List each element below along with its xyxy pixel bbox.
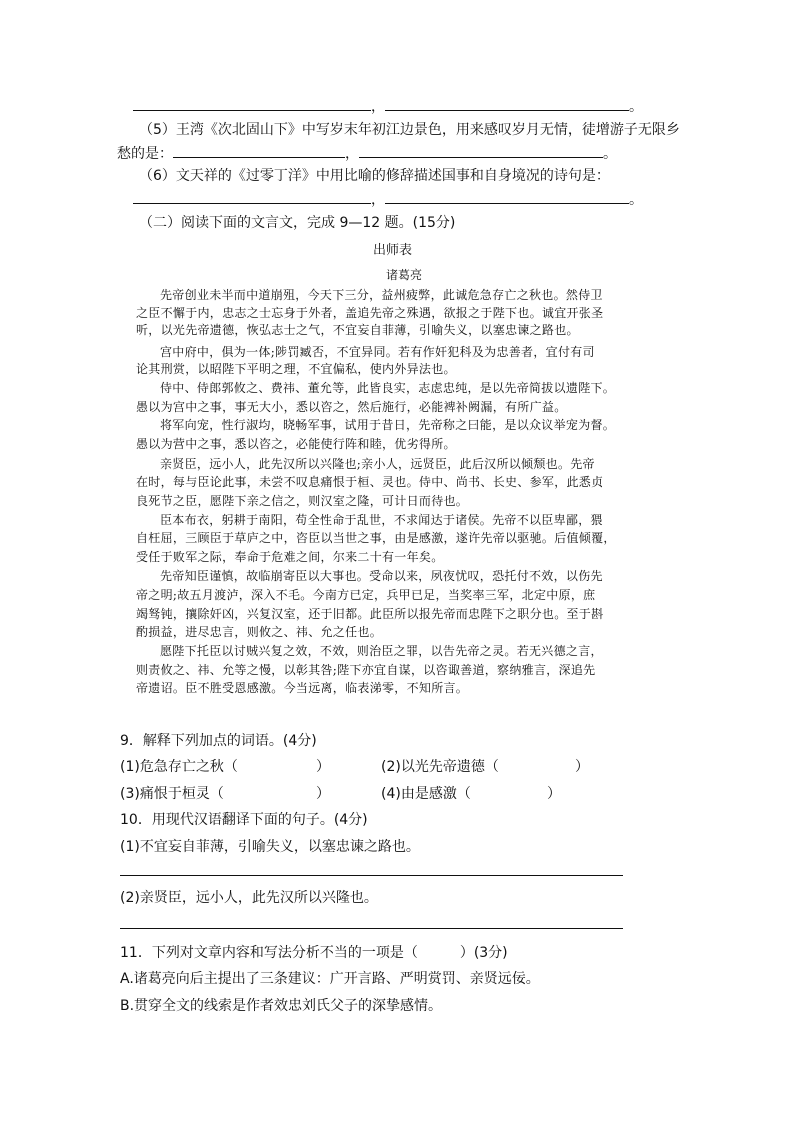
answer-blank[interactable] [133, 96, 371, 111]
q9-item-3-close: ） [316, 786, 330, 802]
q9-item-2-close: ） [575, 759, 589, 775]
passage-line: 愿陛下托臣以讨贼兴复之效，不效，则治臣之罪，以告先帝之灵。若无兴德之言， [160, 644, 603, 658]
answer-blank[interactable] [173, 143, 345, 158]
passage-line: 竭驽钝，攘除奸凶，兴复汉室，还于旧都。此臣所以报先帝而忠陛下之职分也。至于斟 [136, 607, 604, 621]
passage-line: 先帝创业未半而中道崩殂，今天下三分，益州疲弊，此诚危急存亡之秋也。然侍卫 [160, 288, 603, 302]
answer-blank[interactable] [385, 189, 629, 204]
fill-item-6-blanks: ， 。 [133, 189, 643, 210]
passage-line: 亲贤臣，远小人，此先汉所以兴隆也;亲小人，远贤臣，此后汉所以倾颓也。先帝 [160, 457, 595, 471]
answer-blank[interactable] [359, 143, 603, 158]
passage-author: 诸葛亮 [386, 268, 423, 282]
passage-line: 臣本布衣，躬耕于南阳，苟全性命于乱世，不求闻达于诸侯。先帝不以臣卑鄙，猥 [160, 513, 603, 527]
answer-blank[interactable] [133, 189, 371, 204]
passage-line: 将军向宠，性行淑均，晓畅军事，试用于昔日，先帝称之曰能，是以众议举宠为督。 [160, 418, 616, 432]
passage-line: 自枉屈，三顾臣于草庐之中，咨臣以当世之事，由是感激，遂许先帝以驱驰。后值倾覆， [136, 531, 616, 545]
q9-item-1-close: ） [316, 759, 330, 775]
passage-line: 帝之明;故五月渡泸，深入不毛。今南方已定，兵甲已足，当奖率三军，北定中原，庶 [136, 588, 596, 602]
passage-line: 论其刑赏，以昭陛下平明之理，不宜偏私，使内外异法也。 [136, 362, 456, 376]
passage-line: 侍中、侍郎郭攸之、费祎、董允等，此皆良实，志虑忠纯，是以先帝简拔以遗陛下。 [160, 381, 616, 395]
q9-item-2: (2)以光先帝遗德（ [381, 759, 499, 775]
q10-sentence-2: (2)亲贤臣，远小人，此先汉所以兴隆也。 [120, 890, 378, 906]
answer-blank[interactable] [385, 96, 629, 111]
passage-line: 听，以光先帝遗德，恢弘志士之气，不宜妄自菲薄，引喻失义，以塞忠谏之路也。 [136, 323, 579, 337]
answer-line[interactable] [120, 928, 623, 929]
passage-line: 良死节之臣，愿陛下亲之信之，则汉室之隆，可计日而待也。 [136, 494, 469, 508]
passage-line: 帝遗诏。臣不胜受恩感激。今当远离，临表涕零，不知所言。 [136, 681, 469, 695]
passage-line: 先帝知臣谨慎，故临崩寄臣以大事也。受命以来，夙夜忧叹，恐托付不效，以伤先 [160, 569, 603, 583]
question-9-stem: 9．解释下列加点的词语。(4分) [120, 733, 317, 749]
fill-item-5: （5）王湾《次北固山下》中写岁末年初江边景色，用来感叹岁月无情，徒增游子无限乡 [139, 122, 680, 138]
answer-line[interactable] [120, 875, 623, 876]
passage-line: 宫中府中，俱为一体;陟罚臧否，不宜异同。若有作奸犯科及为忠善者，宜付有司 [160, 345, 595, 359]
passage-line: 在时，每与臣论此事，未尝不叹息痛恨于桓、灵也。侍中、尚书、长史、参军，此悉贞 [136, 475, 604, 489]
question-11-stem: 11．下列对文章内容和写法分析不当的一项是（ ）(3分) [120, 945, 508, 961]
q11-option-a: A.诸葛亮向后主提出了三条建议：广开言路、严明赏罚、亲贤远佞。 [120, 971, 540, 987]
q9-item-4-close: ） [547, 786, 561, 802]
passage-line: 愚以为营中之事，悉以咨之，必能使行阵和睦，优劣得所。 [136, 437, 456, 451]
q9-item-4: (4)由是感激（ [381, 786, 471, 802]
passage-title: 出师表 [373, 243, 413, 258]
question-10-stem: 10．用现代汉语翻译下面的句子。(4分) [120, 812, 368, 828]
fill-item-5-cont: 愁的是： ， 。 [117, 143, 617, 164]
q9-item-3: (3)痛恨于桓灵（ [120, 786, 224, 802]
q9-item-1: (1)危急存亡之秋（ [120, 759, 238, 775]
passage-line: 酌损益，进尽忠言，则攸之、祎、允之任也。 [136, 625, 383, 639]
passage-line: 则责攸之、祎、允等之慢，以彰其咎;陛下亦宜自谋，以咨诹善道，察纳雅言，深追先 [136, 663, 596, 677]
fill-item-6: （6）文天祥的《过零丁洋》中用比喻的修辞描述国事和自身境况的诗句是： [139, 168, 610, 184]
fill-line-4: ， 。 [133, 96, 643, 117]
passage-line: 愚以为宫中之事，事无大小，悉以咨之，然后施行，必能裨补阙漏，有所广益。 [136, 400, 567, 414]
passage-line: 之臣不懈于内，忠志之士忘身于外者，盖追先帝之殊遇，欲报之于陛下也。诚宜开张圣 [136, 306, 604, 320]
passage-line: 受任于败军之际，奉命于危难之间，尔来二十有一年矣。 [136, 550, 444, 564]
section-header: （二）阅读下面的文言文，完成 9—12 题。(15分) [139, 215, 456, 231]
q10-sentence-1: (1)不宜妄自菲薄，引喻失义，以塞忠谏之路也。 [120, 839, 420, 855]
q11-option-b: B.贯穿全文的线索是作者效忠刘氏父子的深挚感情。 [120, 998, 443, 1014]
